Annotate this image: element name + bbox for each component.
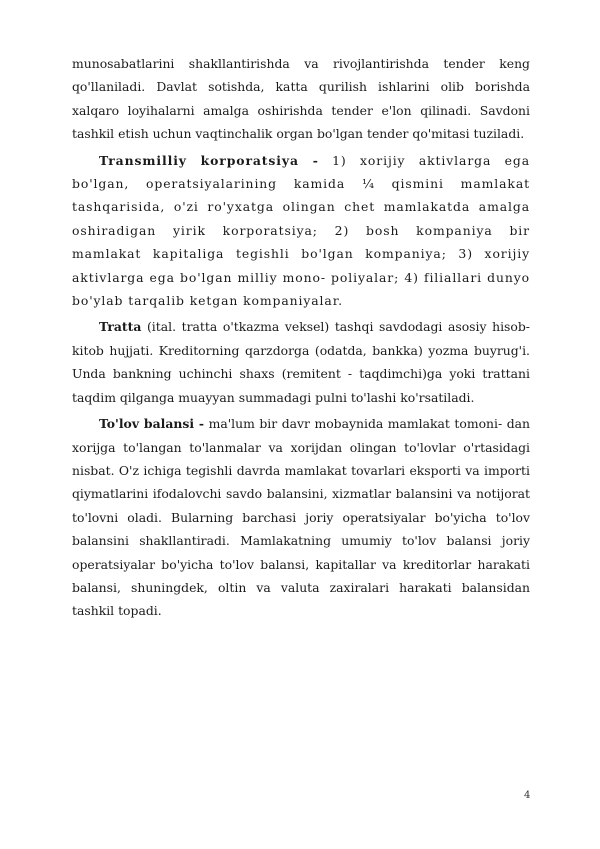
body-text bbox=[72, 52, 530, 626]
term-tolov-balansi: To'lov balansi - bbox=[99, 416, 205, 432]
term-transmilliy-korporatsiya: Transmilliy korporatsiya - bbox=[99, 152, 319, 168]
term-tratta: Tratta bbox=[99, 319, 142, 335]
paragraph-tratta bbox=[72, 315, 530, 409]
paragraph-tender-continuation bbox=[72, 52, 530, 146]
paragraph-tolov-balansi bbox=[72, 412, 530, 623]
paragraph-transmilliy-korporatsiya bbox=[72, 149, 530, 313]
paragraph-text: ma'lum bir davr mobaynida mamlakat tomoni- dan xorijga to'langan to'lanmalar va xorijdan olingan to'lovlar o'rtasidagi nisbat. O'z ichiga tegishli davrda mamlakat tovarlari eksporti va importi qiymatlarini ifodalovchi savdo balansini, xizmatlar balansini va notijorat to'lovni oladi. Bularning barchasi joriy operatsiyalar bo'yicha to'lov balansini shakllantiradi. Mamlakatning umumiy to'lov balansi joriy operatsiyalar bo'yicha to'lov balansi, kapitallar va kreditorlar harakati balansi, shuningdek, oltin va valuta zaxiralari harakati balansidan tashkil topadi. bbox=[72, 416, 531, 619]
paragraph-text: munosabatlarini shakllantirishda va rivojlantirishda tender keng qo'llaniladi. Davlat sotishda, katta qurilish ishlarini olib borishda xalqaro loyihalarni amalga oshirishda tender e'lon qilinadi. Savdoni tashkil etish uchun vaqtinchalik organ bo'lgan tender qo'mitasi tuziladi. bbox=[72, 56, 530, 142]
page-number: 4 bbox=[524, 790, 531, 801]
paragraph-text: 1) xorijiy aktivlarga ega bo'lgan, operatsiyalarining kamida ¼ qismini mamlakat tashqarisida, o'zi ro'yxatga olingan chet mamlakatda amalga oshiradigan yirik korporatsiya; 2) bosh kompaniya bir mamlakat kapitaliga tegishli bo'lgan kompaniya; 3) xorijiy aktivlarga ega bo'lgan milliy mono- poliyalar; 4) filiallari dunyo bo'ylab tarqalib ketgan kompaniyalar. bbox=[72, 152, 530, 309]
paragraph-text: (ital. tratta o'tkazma veksel) tashqi savdodagi asosiy hisob-kitob hujjati. Kreditorning qarzdorga (odatda, bankka) yozma buyrug'i. Unda bankning uchinchi shaxs (remitent - taqdimchi)ga yoki trattani taqdim qilganga muayyan summadagi pulni to'lashi ko'rsatiladi. bbox=[72, 319, 530, 405]
